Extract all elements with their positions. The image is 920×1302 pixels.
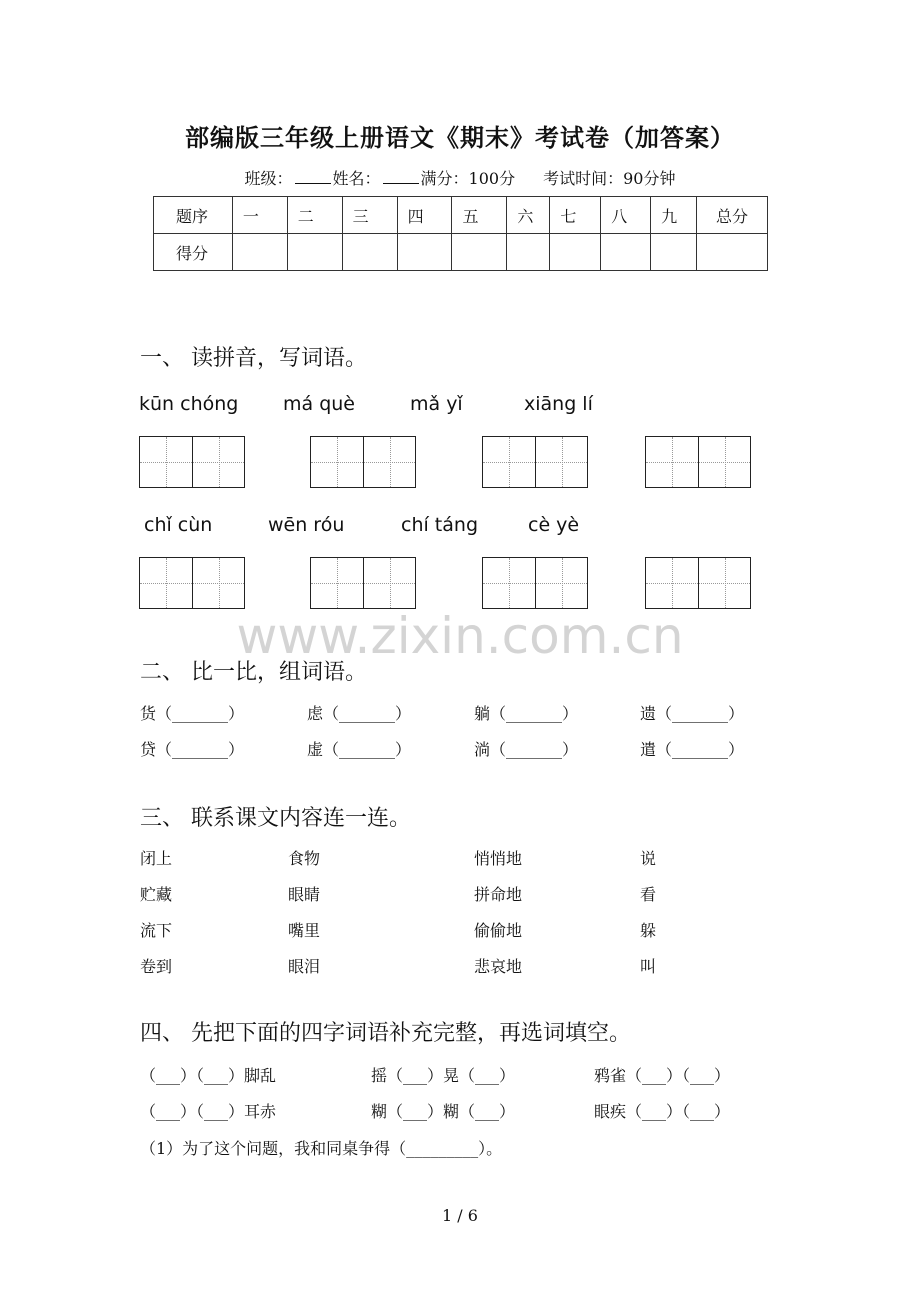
score-cell[interactable] (697, 234, 768, 271)
score-header-cell: 八 (601, 197, 651, 234)
score-header-cell: 一 (232, 197, 287, 234)
score-header-cell: 四 (397, 197, 452, 234)
idiom-fill[interactable]: 鸦雀（___）（___） (594, 1066, 731, 1085)
match-word[interactable]: 悄悄地 (474, 849, 523, 868)
match-word[interactable]: 眼泪 (288, 957, 321, 976)
name-label: 姓名： (332, 169, 381, 188)
score-cell[interactable] (452, 234, 507, 271)
match-word[interactable]: 食物 (288, 849, 321, 868)
score-cell[interactable] (342, 234, 397, 271)
compare-item[interactable]: 虑（_______） (307, 704, 412, 723)
compare-item[interactable]: 遣（_______） (640, 740, 745, 759)
idiom-fill[interactable]: 摇（___）晃（___） (371, 1066, 516, 1085)
score-header-cell: 九 (651, 197, 697, 234)
pinyin-prompt: wēn róu (268, 514, 345, 536)
idiom-fill[interactable]: 糊（___）糊（___） (371, 1102, 516, 1121)
score-header-cell: 二 (287, 197, 342, 234)
pinyin-prompt: mǎ yǐ (410, 393, 463, 415)
writing-grid[interactable] (482, 436, 588, 488)
compare-item[interactable]: 淌（_______） (474, 740, 579, 759)
match-word[interactable]: 偷偷地 (474, 921, 523, 940)
score-cell[interactable] (232, 234, 287, 271)
score-table-header-row (154, 197, 768, 234)
score-header-cell: 五 (452, 197, 507, 234)
writing-grid[interactable] (645, 436, 751, 488)
writing-grid[interactable] (645, 557, 751, 609)
compare-item[interactable]: 虚（_______） (307, 740, 412, 759)
score-header-cell: 六 (507, 197, 550, 234)
writing-grid[interactable] (482, 557, 588, 609)
match-word[interactable]: 眼睛 (288, 885, 321, 904)
class-blank[interactable] (295, 169, 331, 184)
writing-grid[interactable] (310, 436, 416, 488)
score-cell[interactable] (287, 234, 342, 271)
section4-title: 四、 先把下面的四字词语补充完整，再选词填空。 (140, 1021, 631, 1046)
compare-item[interactable]: 躺（_______） (474, 704, 579, 723)
score-header-cell: 七 (550, 197, 601, 234)
idiom-fill[interactable]: 眼疾（___）（___） (594, 1102, 731, 1121)
match-word[interactable]: 说 (640, 849, 657, 868)
pinyin-prompt: xiāng lí (524, 393, 593, 415)
section2-title: 二、 比一比，组词语。 (140, 660, 367, 685)
score-cell[interactable] (651, 234, 697, 271)
writing-grid[interactable] (310, 557, 416, 609)
name-blank[interactable] (383, 169, 419, 184)
student-info-line (0, 166, 920, 189)
writing-grid[interactable] (139, 557, 245, 609)
match-word[interactable]: 卷到 (140, 957, 173, 976)
writing-grid[interactable] (139, 436, 245, 488)
class-label: 班级： (244, 169, 293, 188)
pinyin-prompt: chǐ cùn (144, 514, 213, 536)
match-word[interactable]: 贮藏 (140, 885, 173, 904)
score-table (153, 196, 768, 271)
match-word[interactable]: 悲哀地 (474, 957, 523, 976)
fill-question-1[interactable]: （1）为了这个问题，我和同桌争得（_________）。 (140, 1139, 503, 1158)
match-word[interactable]: 叫 (640, 957, 657, 976)
score-header-cell: 题序 (154, 197, 233, 234)
match-word[interactable]: 躲 (640, 921, 657, 940)
score-header-cell: 总分 (697, 197, 768, 234)
compare-item[interactable]: 贷（_______） (140, 740, 245, 759)
watermark: www.zixin.com.cn (236, 607, 684, 665)
match-word[interactable]: 流下 (140, 921, 173, 940)
match-word[interactable]: 闭上 (140, 849, 173, 868)
pinyin-prompt: má què (283, 393, 355, 415)
match-word[interactable]: 拼命地 (474, 885, 523, 904)
score-row-label: 得分 (154, 234, 233, 271)
pinyin-prompt: chí táng (401, 514, 479, 536)
score-table-score-row (154, 234, 768, 271)
match-word[interactable]: 嘴里 (288, 921, 321, 940)
section3-title: 三、 联系课文内容连一连。 (140, 806, 411, 831)
page-title: 部编版三年级上册语文《期末》考试卷（加答案） (185, 123, 735, 152)
page-number: 1 / 6 (442, 1206, 478, 1225)
exam-time: 考试时间：90分钟 (543, 169, 676, 188)
match-word[interactable]: 看 (640, 885, 657, 904)
pinyin-prompt: kūn chóng (139, 393, 239, 415)
score-cell[interactable] (507, 234, 550, 271)
full-score: 满分：100分 (420, 169, 516, 188)
score-header-cell: 三 (342, 197, 397, 234)
score-cell[interactable] (397, 234, 452, 271)
compare-item[interactable]: 货（_______） (140, 704, 245, 723)
idiom-fill[interactable]: （___）（___）耳赤 (140, 1102, 277, 1121)
section1-title: 一、 读拼音，写词语。 (140, 346, 367, 371)
score-cell[interactable] (601, 234, 651, 271)
pinyin-prompt: cè yè (528, 514, 580, 536)
score-cell[interactable] (550, 234, 601, 271)
idiom-fill[interactable]: （___）（___）脚乱 (140, 1066, 277, 1085)
compare-item[interactable]: 遗（_______） (640, 704, 745, 723)
